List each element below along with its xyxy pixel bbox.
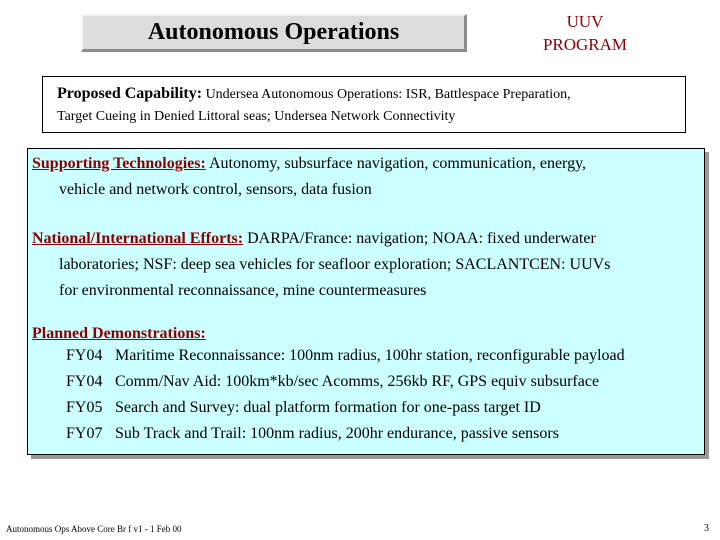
national-text-2: laboratories; NSF: deep sea vehicles for seafloor exploration; SACLANTCEN: UUVs	[59, 256, 611, 273]
program-line-1: UUV	[566, 12, 604, 31]
footer-doc-id: Autonomous Ops Above Core Br f v1 - 1 Feb 00	[6, 524, 182, 534]
supporting-heading: Supporting Technologies:	[32, 155, 206, 172]
national-text-3: for environmental reconnaissance, mine countermeasures	[59, 282, 427, 299]
demo-fy: FY07	[66, 425, 103, 442]
demo-fy: FY05	[66, 399, 103, 416]
national-section	[32, 226, 696, 304]
capability-label: Proposed Capability:	[57, 85, 203, 102]
capability-text-2: Target Cueing in Denied Littoral seas; Undersea Network Connectivity	[57, 109, 456, 124]
program-label	[520, 10, 650, 56]
program-line-2: PROGRAM	[542, 35, 628, 54]
page-number: 3	[704, 523, 709, 534]
supporting-text-1: Autonomy, subsurface navigation, communication, energy,	[208, 155, 587, 172]
demo-text: Comm/Nav Aid: 100km*kb/sec Acomms, 256kb RF, GPS equiv subsurface	[115, 373, 600, 390]
demo-item	[32, 369, 696, 395]
demo-fy: FY04	[66, 347, 103, 364]
demo-fy: FY04	[66, 373, 103, 390]
supporting-section	[32, 151, 696, 203]
national-text-1: DARPA/France: navigation; NOAA: fixed underwater	[247, 230, 596, 247]
demo-item	[32, 421, 696, 447]
capability-box	[42, 76, 686, 133]
details-box	[27, 148, 705, 455]
capability-line-1	[57, 83, 685, 106]
demo-text: Sub Track and Trail: 100nm radius, 200hr endurance, passive sensors	[115, 425, 559, 442]
slide-title-text: Autonomous Operations	[147, 19, 400, 45]
slide-title	[81, 14, 467, 52]
national-heading: National/International Efforts:	[32, 230, 244, 247]
capability-text-1: Undersea Autonomous Operations: ISR, Battlespace Preparation,	[205, 87, 571, 102]
demo-text: Search and Survey: dual platform formation for one-pass target ID	[115, 399, 541, 416]
demo-item	[32, 343, 696, 369]
demo-text: Maritime Reconnaissance: 100nm radius, 100hr station, reconfigurable payload	[115, 347, 625, 364]
demos-heading: Planned Demonstrations:	[32, 325, 206, 342]
supporting-text-2: vehicle and network control, sensors, data fusion	[59, 181, 372, 198]
demo-item	[32, 395, 696, 421]
demos-list	[32, 343, 696, 447]
